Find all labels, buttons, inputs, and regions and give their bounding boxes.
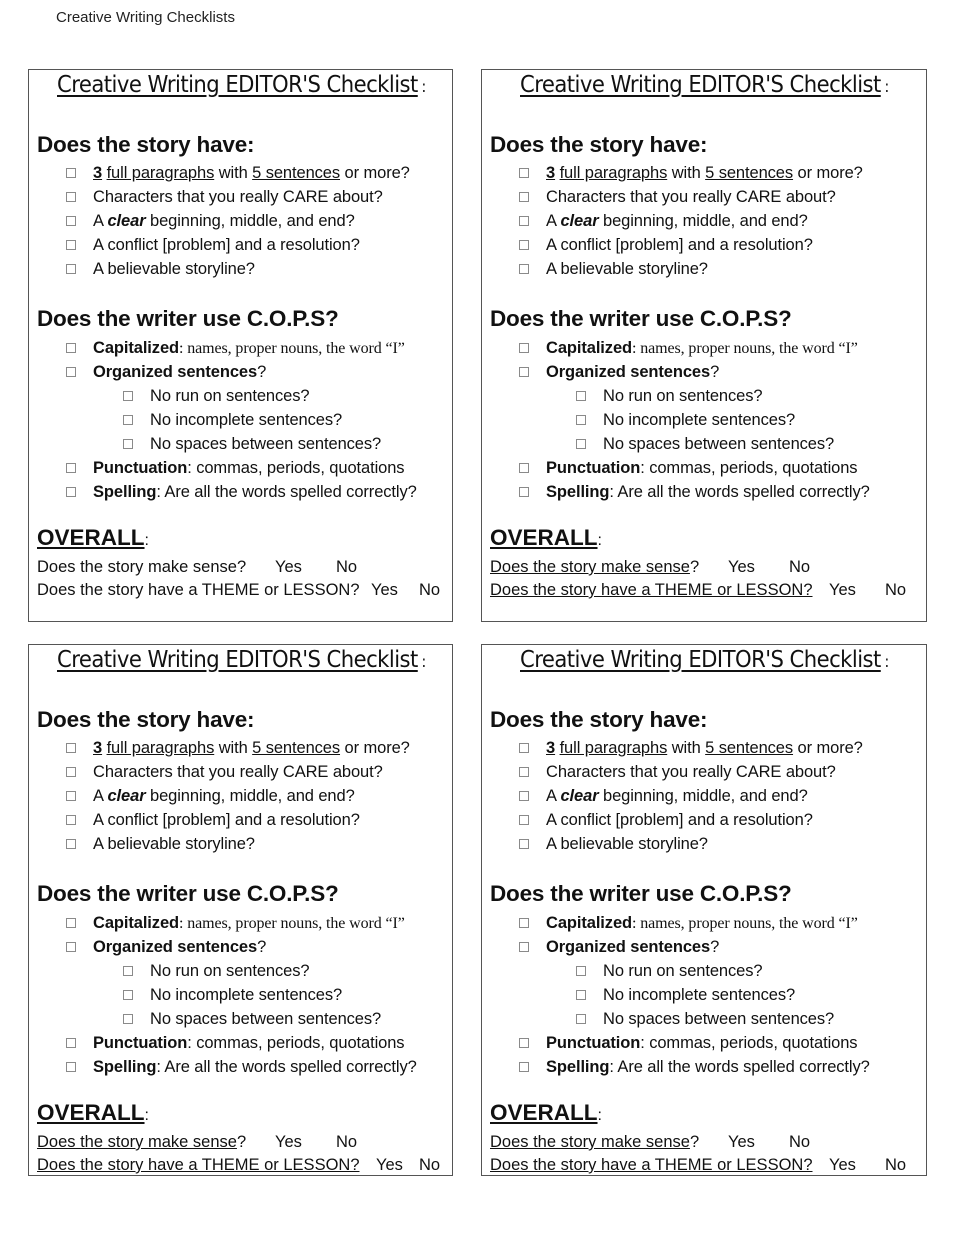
checklist-item-punctuation: Punctuation: commas, periods, quotations — [546, 1034, 857, 1053]
checkbox[interactable] — [66, 1038, 76, 1048]
editor-checklist-card — [481, 69, 927, 622]
overall-question-theme: Does the story have a THEME or LESSON? — [490, 1156, 813, 1174]
checkbox[interactable] — [519, 743, 529, 753]
checkbox[interactable] — [519, 216, 529, 226]
yes-option[interactable]: Yes — [371, 581, 398, 599]
checkbox[interactable] — [519, 367, 529, 377]
checklist-item-spelling: Spelling: Are all the words spelled correctly? — [93, 1058, 417, 1077]
yes-option[interactable]: Yes — [728, 558, 755, 576]
story-heading: Does the story have: — [37, 132, 255, 157]
checklist-subitem-incomplete: No incomplete sentences? — [150, 986, 342, 1005]
checklist-subitem-run-on: No run on sentences? — [150, 387, 309, 406]
checkbox[interactable] — [519, 839, 529, 849]
checklist-item-organized: Organized sentences? — [546, 363, 719, 382]
checklist-subitem-run-on: No run on sentences? — [603, 387, 762, 406]
checkbox[interactable] — [66, 1062, 76, 1072]
story-heading: Does the story have: — [37, 707, 255, 732]
checkbox[interactable] — [519, 240, 529, 250]
checkbox[interactable] — [123, 391, 133, 401]
checkbox[interactable] — [576, 1014, 586, 1024]
yes-option[interactable]: Yes — [275, 1133, 302, 1151]
checkbox[interactable] — [519, 815, 529, 825]
checklist-item-spelling: Spelling: Are all the words spelled correctly? — [546, 1058, 870, 1077]
checklist-subitem-spaces: No spaces between sentences? — [603, 435, 834, 454]
checklist-item-characters: Characters that you really CARE about? — [546, 763, 836, 782]
checkbox[interactable] — [123, 990, 133, 1000]
checklist-item-capitalized: Capitalized: names, proper nouns, the word “I” — [546, 914, 858, 933]
checkbox[interactable] — [66, 815, 76, 825]
checklist-subitem-incomplete: No incomplete sentences? — [603, 986, 795, 1005]
checkbox[interactable] — [123, 415, 133, 425]
checkbox[interactable] — [519, 1038, 529, 1048]
checklist-item-storyline: A believable storyline? — [546, 260, 708, 279]
checklist-item-organized: Organized sentences? — [546, 938, 719, 957]
cops-heading: Does the writer use C.O.P.S? — [490, 306, 792, 331]
cops-heading: Does the writer use C.O.P.S? — [37, 881, 339, 906]
checkbox[interactable] — [519, 791, 529, 801]
overall-question-theme: Does the story have a THEME or LESSON? — [37, 1156, 360, 1174]
card-title: Creative Writing EDITOR'S Checklist : — [520, 72, 889, 98]
checkbox[interactable] — [519, 264, 529, 274]
checkbox[interactable] — [519, 1062, 529, 1072]
checklist-item-conflict: A conflict [problem] and a resolution? — [546, 811, 813, 830]
checkbox[interactable] — [519, 942, 529, 952]
checklist-item-structure: A clear beginning, middle, and end? — [546, 787, 808, 806]
checklist-item-organized: Organized sentences? — [93, 938, 266, 957]
story-heading: Does the story have: — [490, 707, 708, 732]
checklist-item-characters: Characters that you really CARE about? — [93, 763, 383, 782]
card-title: Creative Writing EDITOR'S Checklist : — [57, 72, 426, 98]
editor-checklist-card — [481, 644, 927, 1176]
checkbox[interactable] — [519, 192, 529, 202]
checklist-subitem-incomplete: No incomplete sentences? — [150, 411, 342, 430]
checkbox[interactable] — [123, 439, 133, 449]
checkbox[interactable] — [519, 343, 529, 353]
checkbox[interactable] — [66, 918, 76, 928]
checklist-item-structure: A clear beginning, middle, and end? — [546, 212, 808, 231]
checklist-item-conflict: A conflict [problem] and a resolution? — [93, 811, 360, 830]
checkbox[interactable] — [66, 343, 76, 353]
cops-heading: Does the writer use C.O.P.S? — [37, 306, 339, 331]
checklist-subitem-run-on: No run on sentences? — [150, 962, 309, 981]
checklist-item-conflict: A conflict [problem] and a resolution? — [93, 236, 360, 255]
checkbox[interactable] — [519, 767, 529, 777]
checklist-item-punctuation: Punctuation: commas, periods, quotations — [93, 1034, 404, 1053]
overall-question-theme: Does the story have a THEME or LESSON? — [490, 581, 813, 599]
checklist-item-paragraphs: 3 full paragraphs with 5 sentences or more? — [93, 739, 410, 758]
checklist-subitem-spaces: No spaces between sentences? — [150, 435, 381, 454]
checklist-item-conflict: A conflict [problem] and a resolution? — [546, 236, 813, 255]
cops-heading: Does the writer use C.O.P.S? — [490, 881, 792, 906]
checkbox[interactable] — [519, 168, 529, 178]
checkbox[interactable] — [519, 487, 529, 497]
no-option[interactable]: No — [789, 1133, 811, 1151]
no-option[interactable]: No — [419, 581, 441, 599]
overall-question-sense: Does the story make sense? — [37, 1133, 247, 1151]
checkbox[interactable] — [66, 839, 76, 849]
checklist-item-capitalized: Capitalized: names, proper nouns, the word “I” — [93, 339, 405, 358]
checkbox[interactable] — [123, 966, 133, 976]
overall-heading: OVERALL: — [490, 1100, 602, 1125]
checklist-item-organized: Organized sentences? — [93, 363, 266, 382]
checkbox[interactable] — [66, 743, 76, 753]
checkbox[interactable] — [66, 216, 76, 226]
story-heading: Does the story have: — [490, 132, 708, 157]
checklist-item-storyline: A believable storyline? — [93, 835, 255, 854]
card-title: Creative Writing EDITOR'S Checklist : — [57, 647, 426, 673]
yes-option[interactable]: Yes — [728, 1133, 755, 1151]
checklist-subitem-spaces: No spaces between sentences? — [150, 1010, 381, 1029]
checklist-item-paragraphs: 3 full paragraphs with 5 sentences or more? — [546, 164, 863, 183]
checklist-item-characters: Characters that you really CARE about? — [546, 188, 836, 207]
checkbox[interactable] — [519, 918, 529, 928]
yes-option[interactable]: Yes — [829, 1156, 856, 1174]
overall-question-sense: Does the story make sense? — [490, 558, 700, 576]
checkbox[interactable] — [576, 990, 586, 1000]
checkbox[interactable] — [123, 1014, 133, 1024]
checklist-item-paragraphs: 3 full paragraphs with 5 sentences or more? — [93, 164, 410, 183]
card-title: Creative Writing EDITOR'S Checklist : — [520, 647, 889, 673]
checkbox[interactable] — [576, 439, 586, 449]
checklist-item-characters: Characters that you really CARE about? — [93, 188, 383, 207]
checklist-item-structure: A clear beginning, middle, and end? — [93, 212, 355, 231]
no-option[interactable]: No — [789, 558, 811, 576]
checkbox[interactable] — [66, 192, 76, 202]
editor-checklist-card — [28, 644, 453, 1176]
checkbox[interactable] — [66, 791, 76, 801]
checklist-subitem-spaces: No spaces between sentences? — [603, 1010, 834, 1029]
checkbox[interactable] — [519, 463, 529, 473]
yes-option[interactable]: Yes — [829, 581, 856, 599]
checklist-item-capitalized: Capitalized: names, proper nouns, the word “I” — [93, 914, 405, 933]
checklist-item-capitalized: Capitalized: names, proper nouns, the word “I” — [546, 339, 858, 358]
checklist-item-storyline: A believable storyline? — [546, 835, 708, 854]
checkbox[interactable] — [66, 463, 76, 473]
overall-heading: OVERALL: — [37, 1100, 149, 1125]
no-option[interactable]: No — [419, 1156, 441, 1174]
checklist-subitem-incomplete: No incomplete sentences? — [603, 411, 795, 430]
checkbox[interactable] — [66, 367, 76, 377]
checklist-item-spelling: Spelling: Are all the words spelled correctly? — [93, 483, 417, 502]
checklist-item-punctuation: Punctuation: commas, periods, quotations — [546, 459, 857, 478]
overall-heading: OVERALL: — [490, 525, 602, 550]
no-option[interactable]: No — [885, 581, 907, 599]
checklist-item-spelling: Spelling: Are all the words spelled correctly? — [546, 483, 870, 502]
no-option[interactable]: No — [885, 1156, 907, 1174]
overall-question-sense: Does the story make sense? — [37, 558, 247, 576]
yes-option[interactable]: Yes — [275, 558, 302, 576]
checkbox[interactable] — [66, 487, 76, 497]
checkbox[interactable] — [66, 264, 76, 274]
overall-question-theme: Does the story have a THEME or LESSON? — [37, 581, 360, 599]
editor-checklist-card — [28, 69, 453, 622]
checkbox[interactable] — [66, 168, 76, 178]
checklist-item-storyline: A believable storyline? — [93, 260, 255, 279]
yes-option[interactable]: Yes — [376, 1156, 403, 1174]
checklist-item-punctuation: Punctuation: commas, periods, quotations — [93, 459, 404, 478]
overall-question-sense: Does the story make sense? — [490, 1133, 700, 1151]
checkbox[interactable] — [66, 942, 76, 952]
overall-heading: OVERALL: — [37, 525, 149, 550]
checklist-item-structure: A clear beginning, middle, and end? — [93, 787, 355, 806]
no-option[interactable]: No — [336, 558, 358, 576]
checkbox[interactable] — [66, 767, 76, 777]
page-header: Creative Writing Checklists — [56, 9, 235, 26]
no-option[interactable]: No — [336, 1133, 358, 1151]
checkbox[interactable] — [66, 240, 76, 250]
checklist-item-paragraphs: 3 full paragraphs with 5 sentences or more? — [546, 739, 863, 758]
checkbox[interactable] — [576, 966, 586, 976]
checklist-subitem-run-on: No run on sentences? — [603, 962, 762, 981]
checkbox[interactable] — [576, 391, 586, 401]
checkbox[interactable] — [576, 415, 586, 425]
